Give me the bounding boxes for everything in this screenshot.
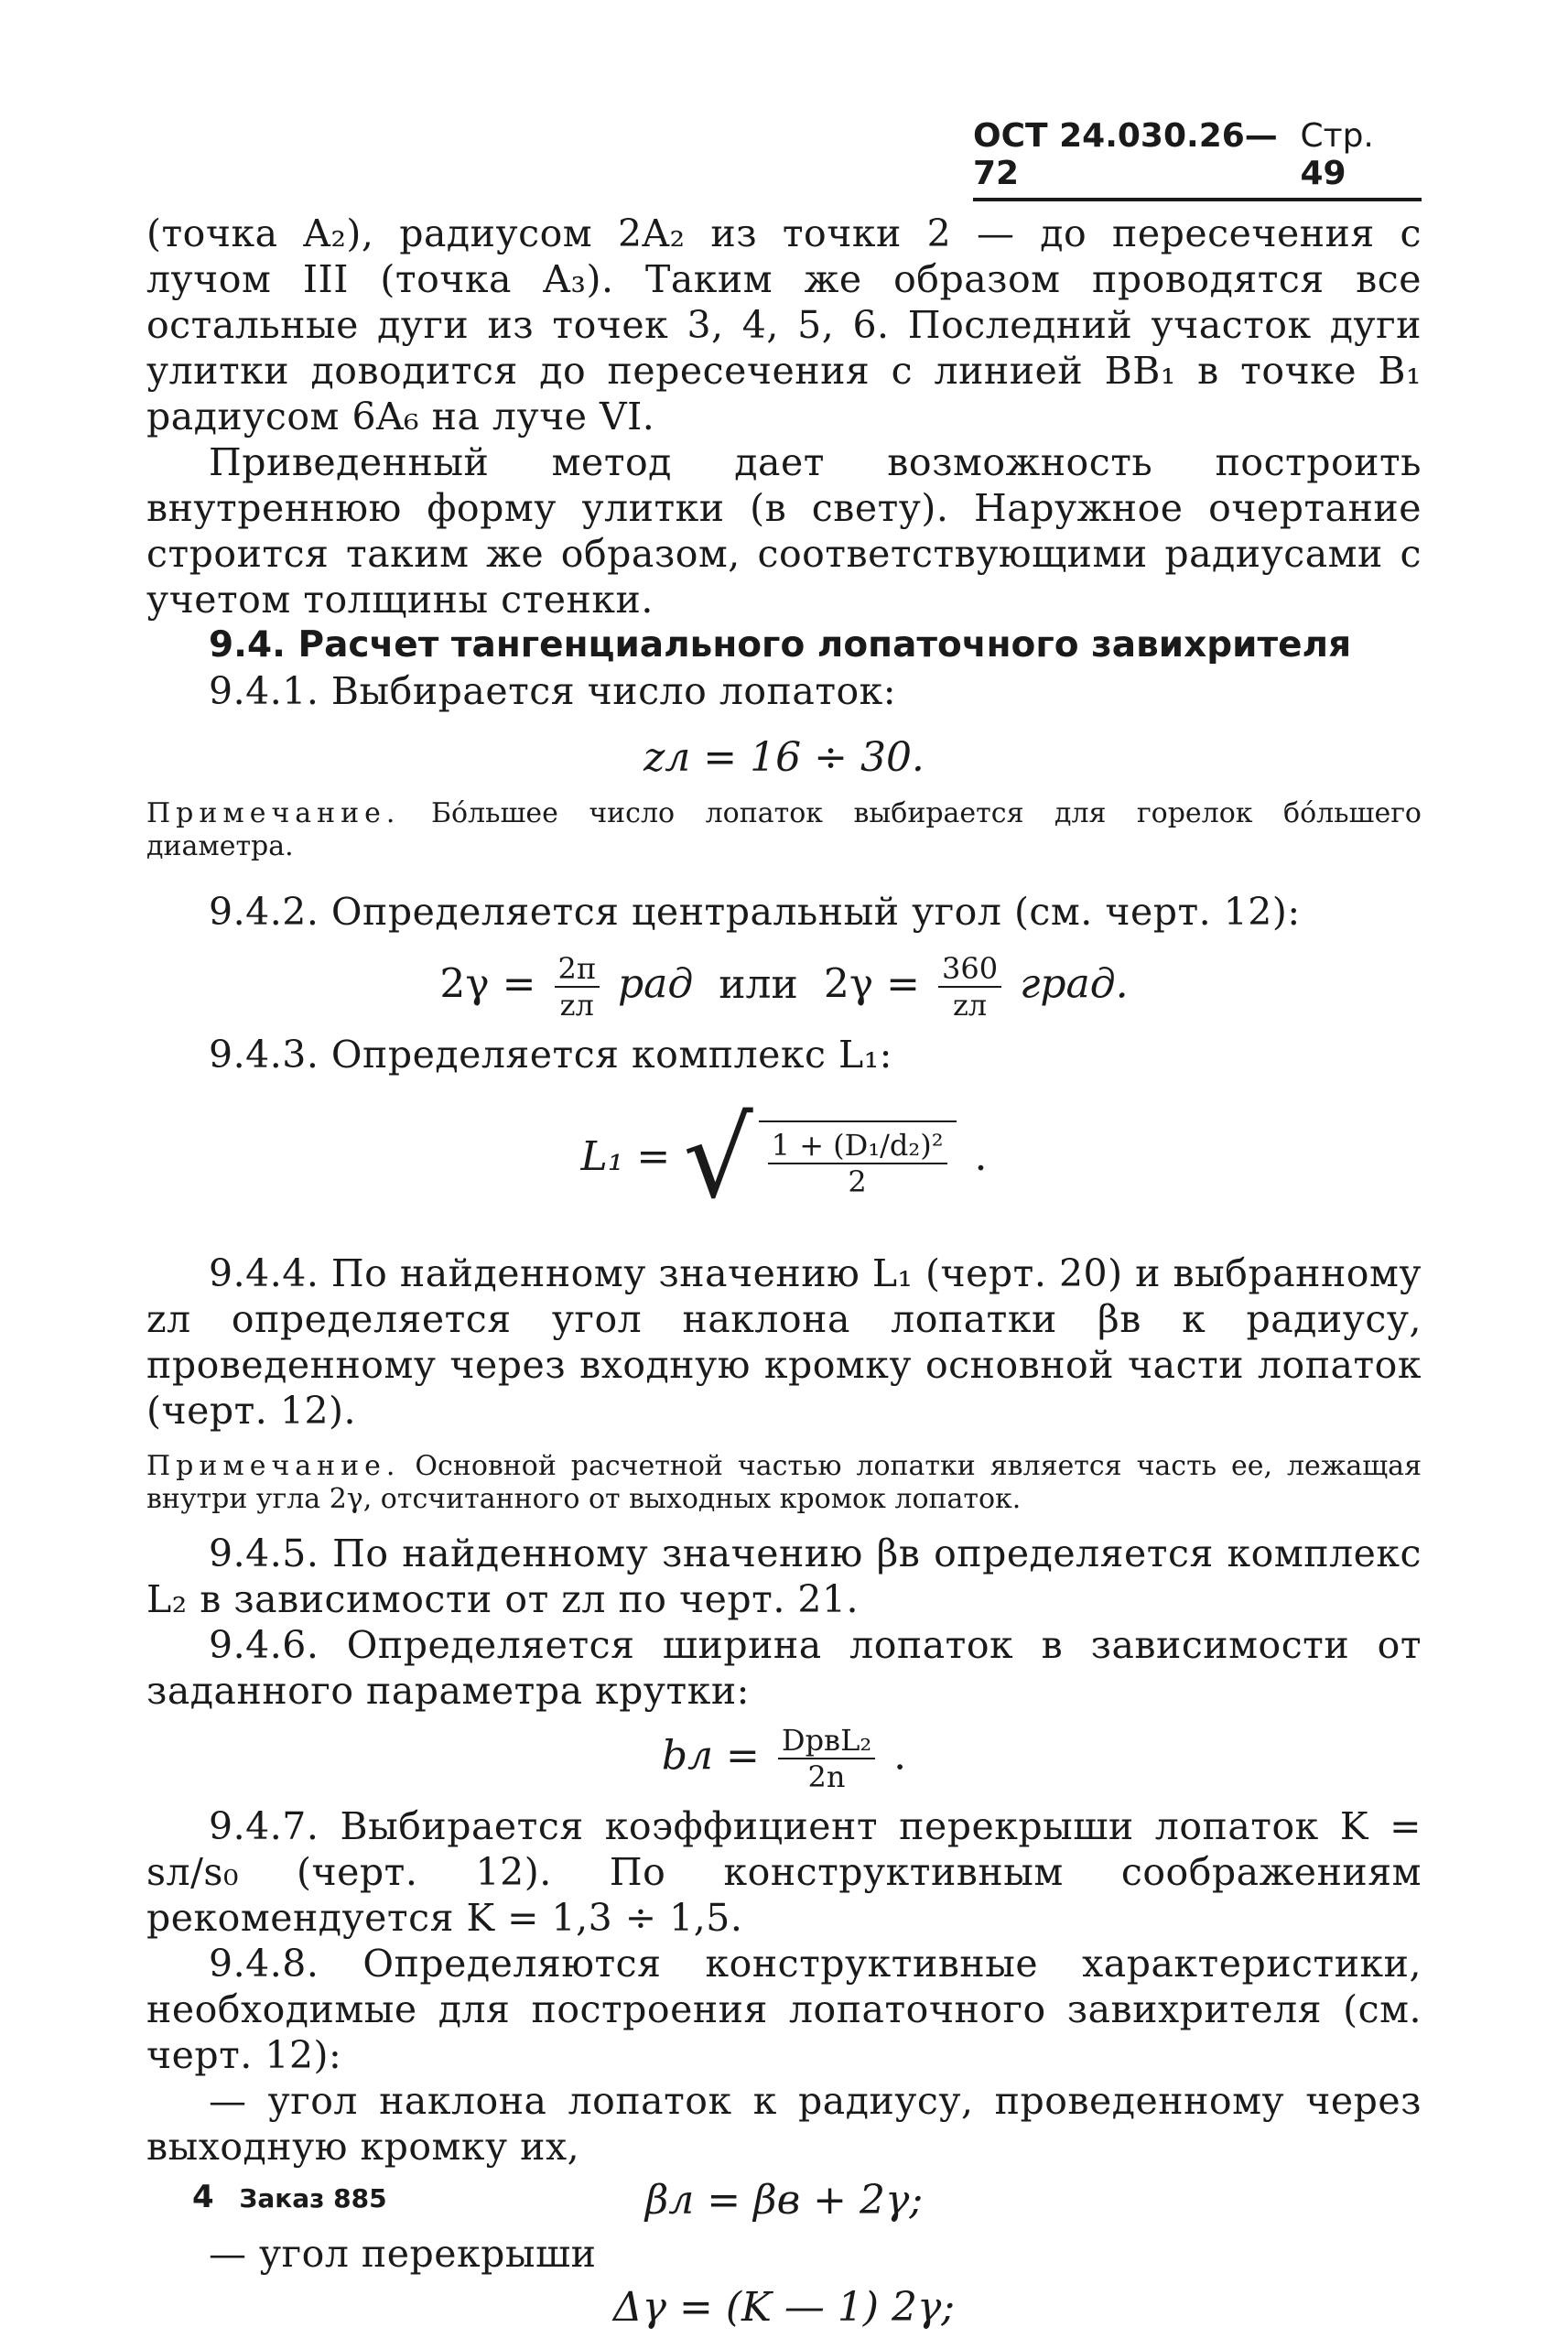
section-heading: 9.4. Расчет тангенциального лопаточного завихрителя bbox=[209, 624, 1352, 666]
body-text bbox=[146, 211, 1422, 2338]
numerator: 2π bbox=[555, 951, 600, 988]
formula-blade-count bbox=[146, 734, 1422, 781]
denominator-2: zл bbox=[952, 988, 988, 1023]
fraction bbox=[555, 951, 600, 1023]
clause-9-4-3: 9.4.3. Определяется комплекс L₁: bbox=[209, 1033, 892, 1077]
note-1 bbox=[146, 797, 1422, 863]
note-label: Примечание. bbox=[146, 1450, 401, 1482]
or-word: или bbox=[719, 960, 798, 1008]
formula-overlap bbox=[146, 2284, 1422, 2331]
denominator: 2 bbox=[848, 1164, 867, 1199]
note-label: Примечание. bbox=[146, 797, 401, 829]
paragraph-1: (точка A₂), радиусом 2A₂ из точки 2 — до пересечения с лучом III (точка A₃). Таким же образом проводятся все остальные дуги из точек 3, 4, 5, 6. Последний участок дуги улитки доводится до пересечения с линией BB₁ в точке B₁ радиусом 6A₆ на луче VI. bbox=[146, 211, 1422, 438]
formula-text: zл = 16 ÷ 30. bbox=[643, 734, 925, 781]
clause-9-4-6: 9.4.6. Определяется ширина лопаток в зависимости от заданного параметра крутки: bbox=[146, 1623, 1422, 1713]
formula-text: βл = βв + 2γ; bbox=[644, 2177, 924, 2224]
note-2 bbox=[146, 1450, 1422, 1516]
denominator: zл bbox=[559, 988, 594, 1023]
sqrt-sign: √ bbox=[683, 1096, 753, 1223]
clause-9-4-8: 9.4.8. Определяются конструктивные характеристики, необходимые для построения лопаточного завихрителя (см. черт. 12): bbox=[146, 1942, 1422, 2077]
running-header bbox=[973, 117, 1422, 201]
paragraph-2: Приведенный метод дает возможность построить внутреннюю форму улитки (в свету). Наружное очертание строится таким же образом, соответствующими радиусами с учетом толщины стенки. bbox=[146, 440, 1422, 622]
formula-central-angle bbox=[146, 951, 1422, 1023]
formula-blade-width: bл = $\frac{\text{DрвL₂}}{2n}$ . bbox=[661, 1723, 907, 1794]
numerator-2: 360 bbox=[938, 951, 1001, 988]
formula-complex-l1: L₁ = √ $\frac{\text{1 + (D₁/d₂)²}}{2}$ . bbox=[580, 1096, 988, 1223]
formula-lhs: 2γ = bbox=[439, 960, 536, 1008]
clause-9-4-4: 9.4.4. По найденному значению L₁ (черт. 20) и выбранному zл определяется угол наклона лопатки βв к радиусу, проведенному через входную кромку основной части лопаток (черт. 12). bbox=[146, 1251, 1422, 1433]
numerator: DрвL₂ bbox=[778, 1723, 875, 1759]
page-number bbox=[1300, 117, 1422, 192]
clause-9-4-2: 9.4.2. Определяется центральный угол (см. черт. 12): bbox=[209, 890, 1301, 934]
document-code: ОСТ 24.030.26—72 bbox=[973, 117, 1278, 192]
page-num: 49 bbox=[1300, 155, 1346, 192]
formula-lhs-2: 2γ = bbox=[823, 960, 920, 1008]
radicand bbox=[759, 1120, 957, 1199]
dash-item-2: — угол перекрыши bbox=[209, 2232, 597, 2276]
page-label: Стр. bbox=[1300, 117, 1374, 155]
unit-grad: град. bbox=[1020, 960, 1129, 1008]
note-text: Бóльшее число лопаток выбирается для горелок бóльшего диаметра. bbox=[146, 797, 1422, 862]
footer-order: Заказ 885 bbox=[239, 2183, 387, 2214]
page-footer bbox=[192, 2179, 387, 2215]
formula-lhs: bл = bbox=[661, 1732, 760, 1780]
fraction-2 bbox=[938, 951, 1001, 1023]
denominator: 2n bbox=[807, 1759, 846, 1794]
footer-number: 4 bbox=[192, 2179, 214, 2215]
formula-text: Δγ = (K — 1) 2γ; bbox=[612, 2284, 956, 2331]
formula-lhs: L₁ = bbox=[580, 1133, 671, 1180]
numerator: 1 + (D₁/d₂)² bbox=[768, 1128, 947, 1164]
note-text: Основной расчетной частью лопатки является часть ее, лежащая внутри угла 2γ, отсчитанного от выходных кромок лопаток. bbox=[146, 1450, 1422, 1515]
fraction bbox=[778, 1723, 875, 1794]
clause-9-4-1: 9.4.1. Выбирается число лопаток: bbox=[209, 669, 897, 713]
dash-item-1: — угол наклона лопаток к радиусу, проведенному через выходную кромку их, bbox=[146, 2079, 1422, 2169]
clause-9-4-5: 9.4.5. По найденному значению βв определяется комплекс L₂ в зависимости от zл по черт. 21. bbox=[146, 1532, 1422, 1621]
unit-rad: рад bbox=[617, 960, 694, 1008]
clause-9-4-7: 9.4.7. Выбирается коэффициент перекрыши лопаток K = sл/s₀ (черт. 12). По конструктивным соображениям рекомендуется K = 1,3 ÷ 1,5. bbox=[146, 1804, 1422, 1940]
